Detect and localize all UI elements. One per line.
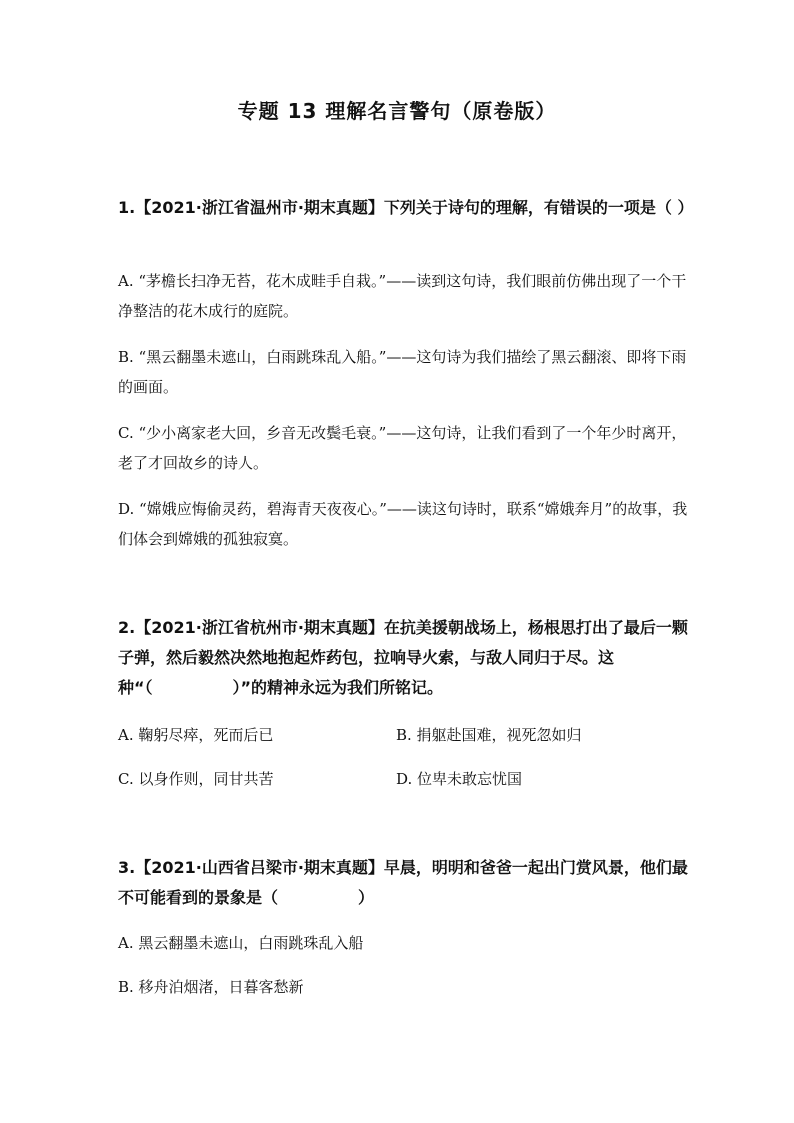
question-2-option-c: C. 以身作则，同甘共苦 — [118, 770, 274, 788]
question-1-option-a: A. “茅檐长扫净无苔，花木成畦手自栽。”——读到这句诗，我们眼前仿佛出现了一个干净整洁的花木成行的庭院。 — [118, 272, 687, 320]
question-1-option-b: B. “黑云翻墨未遮山，白雨跳珠乱入船。”——这句诗为我们描绘了黑云翻滚、即将下雨的画面。 — [118, 348, 687, 396]
page-title: 专题 13 理解名言警句（原卷版） — [237, 99, 557, 123]
question-2-option-d: D. 位卑未敢忘忧国 — [396, 770, 523, 788]
question-1-stem: 1.【2021·浙江省温州市·期末真题】下列关于诗句的理解，有错误的一项是（ ） — [118, 198, 694, 217]
question-3-option-b: B. 移舟泊烟渚，日暮客愁新 — [118, 978, 304, 996]
question-1-option-d: D. “嫦娥应悔偷灵药，碧海青天夜夜心。”——读这句诗时，联系“嫦娥奔月”的故事，我们体会到嫦娥的孤独寂寞。 — [118, 500, 688, 548]
question-2-option-b: B. 捐躯赴国难，视死忽如归 — [396, 726, 582, 744]
question-1-option-c: C. “少小离家老大回，乡音无改鬓毛衰。”——这句诗，让我们看到了一个年少时离开，老了才回故乡的诗人。 — [118, 424, 687, 472]
question-2-option-a: A. 鞠躬尽瘁，死而后已 — [118, 726, 274, 744]
question-3-option-a: A. 黑云翻墨未遮山，白雨跳珠乱入船 — [118, 934, 364, 952]
question-3-stem: 3.【2021·山西省吕梁市·期末真题】早晨，明明和爸爸一起出门赏风景，他们最不可能看到的景象是（ ） — [118, 858, 688, 907]
question-2-stem: 2.【2021·浙江省杭州市·期末真题】在抗美援朝战场上，杨根思打出了最后一颗子弹，然后毅然决然地抱起炸药包，拉响导火索，与敌人同归于尽。这种“（ ）”的精神永远为我们所铭记。 — [118, 618, 688, 697]
